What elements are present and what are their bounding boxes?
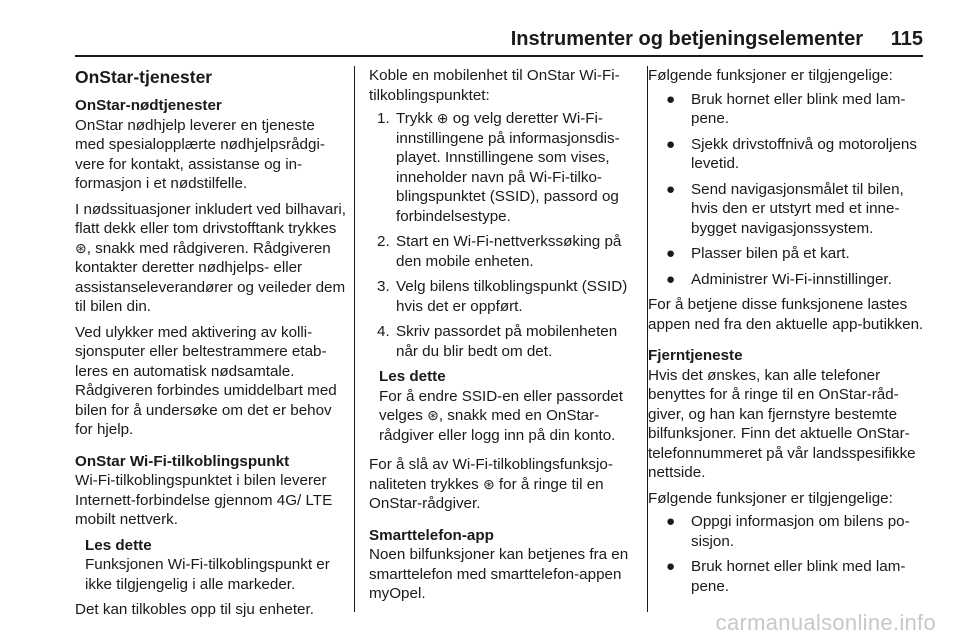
- note-box: [75, 536, 347, 595]
- list-item: ● Plasser bilen på et kart.: [666, 245, 850, 262]
- features-list: [648, 90, 927, 290]
- features-list-2: [648, 512, 927, 596]
- note-label: Les dette: [379, 368, 446, 385]
- section-heading: OnStar-tjenester: [75, 67, 213, 87]
- paragraph: Hvis det ønskes, kan alle telefoner benyttes for å ringe til en OnStar-rådgiver, og han kan fjernstyre bestemte bilfunksjoner. Finn det aktuelle OnStar-telefonnummeret på vår landsspesifikke nettside.: [648, 366, 916, 481]
- subheading-smartphone: Smarttelefon-app: [369, 526, 494, 544]
- subheading-emergency: OnStar-nødtjenester: [75, 97, 222, 114]
- bullet-icon: ●: [666, 558, 676, 575]
- bullet-icon: ●: [666, 90, 676, 108]
- paragraph: Noen bilfunksjoner kan betjenes fra en smarttelefon med smarttelefon-appen myOpel.: [369, 546, 629, 602]
- bullet-icon: ●: [666, 513, 676, 530]
- list-item: 4. Skriv passordet på mobilenheten når du blir bedt om det.: [377, 323, 618, 360]
- note-box: [369, 367, 634, 445]
- header-rule: [75, 55, 923, 57]
- service-button-icon: ⊕: [436, 110, 449, 126]
- paragraph: Det kan tilkobles opp til sju enheter.: [75, 601, 314, 618]
- onstar-button-icon: ⊛: [482, 475, 495, 492]
- onstar-button-icon: ⊛: [427, 407, 439, 423]
- steps-list: [369, 109, 634, 361]
- bullet-icon: ●: [666, 180, 676, 198]
- list-item: 3. Velg bilens tilkoblingspunkt (SSID) hvis det er oppført.: [377, 278, 628, 315]
- paragraph: OnStar nødhjelp leverer en tjeneste med spesialopplærte nødhjelpsrådgivere for kontakt, assistanse og informasjon i et nødstilfelle.: [75, 116, 325, 192]
- page-header: [75, 28, 923, 58]
- list-item: ● Oppgi informasjon om bilens posisjon.: [666, 513, 910, 550]
- paragraph: Følgende funksjoner er tilgjengelige:: [648, 67, 893, 84]
- column-divider: [354, 66, 355, 612]
- list-item: ● Sjekk drivstoffnivå og motoroljens levetid.: [666, 135, 917, 172]
- paragraph: Koble en mobilenhet til OnStar Wi-Fi-tilkoblingspunktet:: [369, 67, 620, 104]
- paragraph: Følgende funksjoner er tilgjengelige:: [648, 489, 893, 507]
- list-item: ● Send navigasjonsmålet til bilen, hvis den er utstyrt med et innebygget navigasjonssystem.: [666, 180, 904, 237]
- onstar-button-icon: ⊛: [75, 239, 87, 256]
- paragraph: Ved ulykker med aktivering av kollisjonsputer eller beltestrammere etableres en automatisk nødsamtale. Rådgiveren forbindes umiddelbart med bilen for å undersøke om det er behov for hjelp.: [75, 323, 337, 438]
- bullet-icon: ●: [666, 245, 676, 262]
- list-item: ● Bruk hornet eller blink med lampene.: [666, 90, 906, 127]
- list-item: ● Bruk hornet eller blink med lampene.: [666, 558, 906, 595]
- paragraph: For å slå av Wi-Fi-tilkoblingsfunksjonaliteten trykkes ⊛ for å ringe til en OnStar-rådgiver.: [369, 456, 613, 512]
- subheading-remote: Fjerntjeneste: [648, 347, 743, 364]
- bullet-icon: ●: [666, 135, 676, 153]
- list-item: 2. Start en Wi-Fi-nettverkssøking på den mobile enheten.: [377, 233, 622, 270]
- list-item: 1. Trykk ⊕ og velg deretter Wi-Fi-innstillingene på informasjonsdisplayet. Innstillingene som vises, inneholder navn på Wi-Fi-tilkoblingspunktet (SSID), passord og forbindelsestype.: [377, 110, 620, 225]
- column-3: [648, 66, 927, 602]
- page-title: Instrumenter og betjeningselementer: [510, 28, 863, 50]
- paragraph: Wi-Fi-tilkoblingspunktet i bilen leverer Internett-forbindelse gjennom 4G/ LTE mobilt nettverk.: [75, 472, 333, 528]
- column-1: [75, 66, 347, 626]
- note-text: For å endre SSID-en eller passordet velges ⊛, snakk med en OnStar-rådgiver eller logg inn på din konto.: [379, 387, 623, 444]
- paragraph: I nødssituasjoner inkludert ved bilhavari, flatt dekk eller tom drivstofftank trykkes ⊛, snakk med rådgiveren. Rådgiveren kontakter deretter nødhjelps- eller assistanseleverandører og veileder dem til bilen din.: [75, 200, 346, 315]
- bullet-icon: ●: [666, 270, 676, 288]
- watermark[interactable]: carmanualsonline.info: [715, 610, 936, 635]
- page-number: 115: [890, 28, 923, 50]
- note-label: Les dette: [85, 536, 152, 554]
- paragraph: For å betjene disse funksjonene lastes appen ned fra den aktuelle app-butikken.: [648, 296, 924, 333]
- column-2: [369, 66, 634, 610]
- list-item: ● Administrer Wi-Fi-innstillinger.: [666, 270, 892, 288]
- note-text: Funksjonen Wi-Fi-tilkoblingspunkt er ikke tilgjengelig i alle markeder.: [85, 556, 330, 593]
- subheading-wifi: OnStar Wi-Fi-tilkoblingspunkt: [75, 452, 290, 470]
